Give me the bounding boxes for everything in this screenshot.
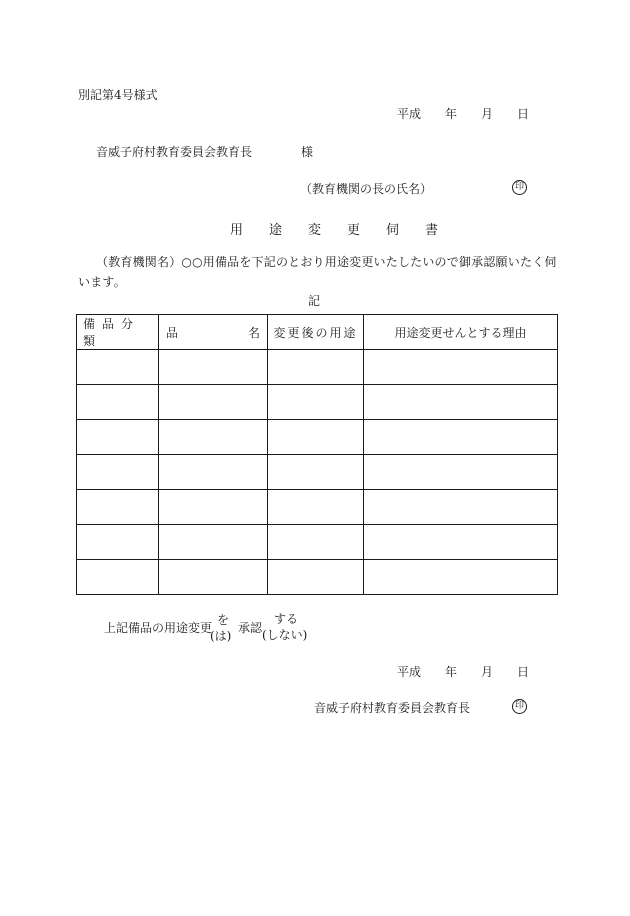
cell-reason[interactable]	[364, 560, 558, 595]
cell-new-use[interactable]	[268, 560, 364, 595]
header-item-name-part2: 名	[247, 325, 260, 340]
addressee: 音威子府村教育委員会教育長	[96, 145, 253, 159]
table-row	[77, 350, 558, 385]
approval-particle-ha: (は)	[210, 629, 232, 643]
cell-new-use[interactable]	[268, 420, 364, 455]
date-day: 日	[517, 107, 530, 121]
applicant-name-label: （教育機関の長の氏名）	[300, 182, 433, 196]
header-category: 備品分類	[77, 315, 159, 350]
cell-item-name[interactable]	[159, 455, 268, 490]
cell-new-use[interactable]	[268, 490, 364, 525]
approval-shonin: 承認	[238, 621, 263, 635]
table-row	[77, 385, 558, 420]
date-era: 平成	[397, 665, 422, 679]
cell-category[interactable]	[77, 350, 159, 385]
cell-item-name[interactable]	[159, 490, 268, 525]
approval-particle-o: を	[217, 613, 230, 627]
date-year: 年	[445, 107, 458, 121]
cell-category[interactable]	[77, 560, 159, 595]
cell-item-name[interactable]	[159, 560, 268, 595]
header-item-name	[159, 315, 268, 350]
cell-new-use[interactable]	[268, 350, 364, 385]
cell-reason[interactable]	[364, 455, 558, 490]
approval-prefix: 上記備品の用途変更	[104, 621, 213, 635]
date-month: 月	[481, 107, 494, 121]
cell-reason[interactable]	[364, 350, 558, 385]
cell-new-use[interactable]	[268, 385, 364, 420]
cell-category[interactable]	[77, 420, 159, 455]
date-day: 日	[517, 665, 530, 679]
table-row	[77, 490, 558, 525]
header-new-use: 変更後の用途	[268, 315, 364, 350]
honorific: 様	[301, 145, 314, 159]
header-item-name-part1: 品	[166, 325, 179, 340]
cell-new-use[interactable]	[268, 455, 364, 490]
cell-item-name[interactable]	[159, 385, 268, 420]
date-era: 平成	[397, 107, 422, 121]
cell-item-name[interactable]	[159, 420, 268, 455]
approval-shinai: (しない)	[262, 628, 308, 642]
table-row	[77, 420, 558, 455]
cell-category[interactable]	[77, 525, 159, 560]
cell-item-name[interactable]	[159, 525, 268, 560]
cell-category[interactable]	[77, 385, 159, 420]
table-row	[77, 525, 558, 560]
signatory-title: 音威子府村教育委員会教育長	[314, 701, 471, 715]
table-header-row	[77, 315, 558, 350]
cell-item-name[interactable]	[159, 350, 268, 385]
date-month: 月	[481, 665, 494, 679]
cell-reason[interactable]	[364, 385, 558, 420]
cell-reason[interactable]	[364, 420, 558, 455]
seal-mark-signatory: 印	[512, 699, 527, 714]
table-row	[77, 560, 558, 595]
header-reason: 用途変更せんとする理由	[364, 315, 558, 350]
approval-suru: する	[274, 612, 299, 626]
date-year: 年	[445, 665, 458, 679]
document-title: 用途変更伺書	[230, 223, 465, 238]
cell-reason[interactable]	[364, 525, 558, 560]
body-text: （教育機関名）○○用備品を下記のとおり用途変更いたしたいので御承認願いたく伺います。	[78, 255, 557, 289]
cell-reason[interactable]	[364, 490, 558, 525]
ki-label: 記	[308, 294, 321, 308]
cell-category[interactable]	[77, 490, 159, 525]
items-table	[76, 314, 558, 595]
cell-category[interactable]	[77, 455, 159, 490]
cell-new-use[interactable]	[268, 525, 364, 560]
table-row	[77, 455, 558, 490]
form-number: 別記第4号様式	[78, 88, 158, 102]
seal-mark-applicant: 印	[512, 180, 527, 195]
